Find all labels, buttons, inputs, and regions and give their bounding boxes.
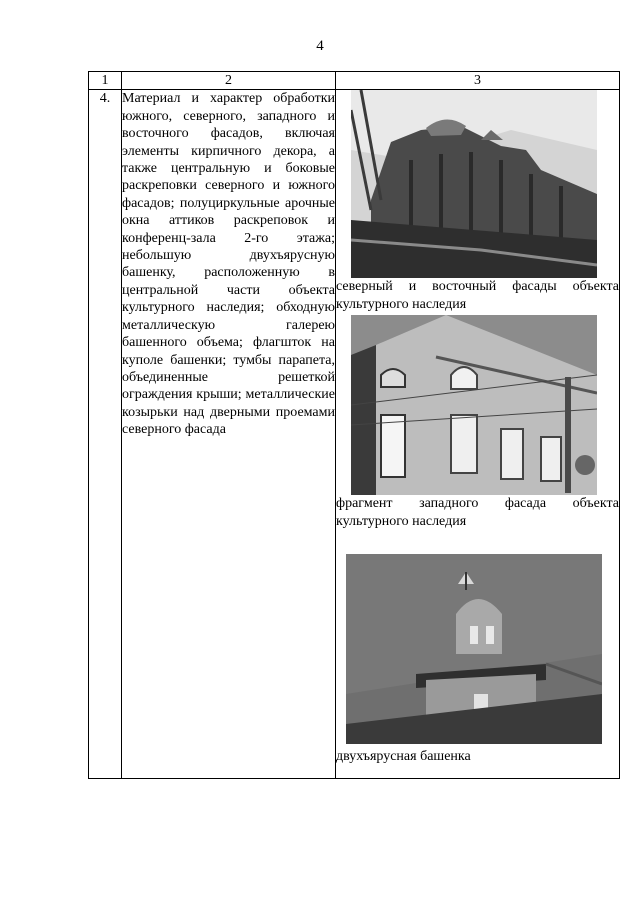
row-number: 4.	[89, 90, 122, 779]
heritage-table	[88, 71, 620, 779]
photo-caption: фрагмент западного фасада объекта культурного наследия	[336, 496, 619, 529]
header-col-3: 3	[336, 72, 620, 90]
page-number: 4	[316, 38, 324, 54]
photo-north-east-facades	[351, 90, 597, 278]
header-col-2: 2	[122, 72, 336, 90]
photo-west-facade-fragment	[351, 315, 597, 495]
table-header-row	[89, 72, 620, 90]
photo-caption: двухъярусная башенка	[336, 749, 471, 765]
photo-caption: северный и восточный фасады объекта культурного наследия	[336, 279, 619, 312]
header-col-1: 1	[89, 72, 122, 90]
photo-two-tier-turret	[346, 554, 602, 744]
table-row	[89, 90, 620, 779]
row-description: Материал и характер обработки южного, северного, западного и восточного фасадов, включая элементы кирпичного декора, а также центральную и боковые раскреповки северного и южного фасадов; полуциркульные арочные окна аттиков раскреповок и конференц-зала 2-го этажа; небольшую двухъярусную башенку, расположенную в центральной части объекта культурного наследия; обходную металлическую галерею башенного объема; флагшток на куполе башенки; тумбы парапета, объединенные решеткой ограждения крыши; металлические козырьки над дверными проемами северного фасада	[122, 90, 336, 779]
photo-column	[336, 90, 620, 779]
